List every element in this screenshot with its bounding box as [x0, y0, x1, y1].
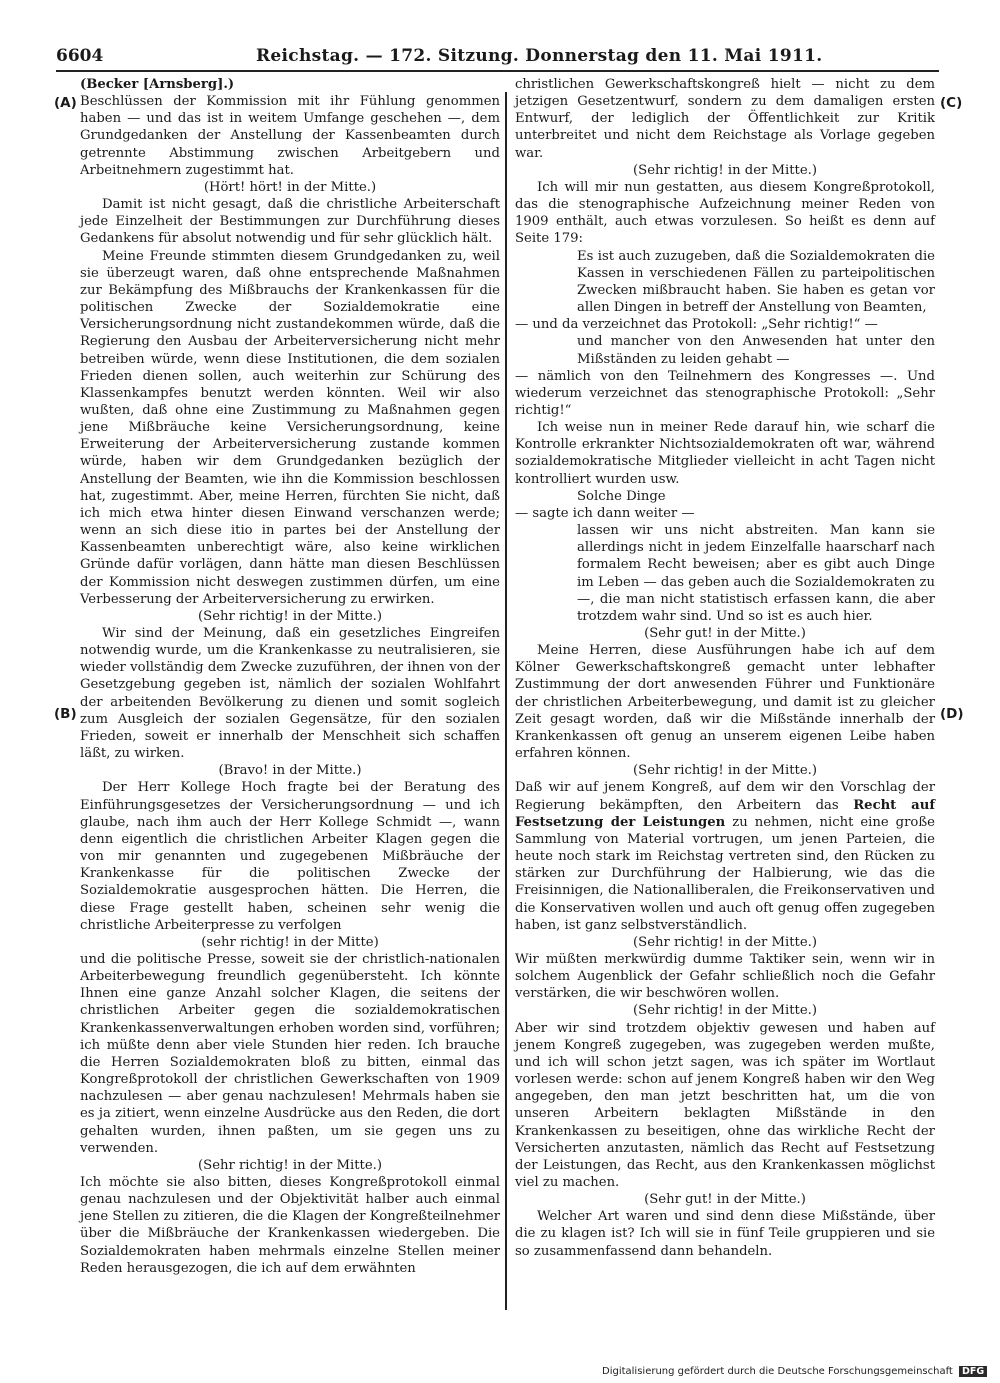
paragraph: Wir müßten merkwürdig dumme Taktiker sein, wenn wir in solchem Augenblick der Gefahr schließlich noch die Gefahr verstärken, die wir beschwören wollen. [515, 951, 935, 1002]
header-rule [56, 70, 939, 72]
page-number: 6604 [56, 46, 104, 66]
paragraph: — sagte ich dann weiter — [515, 505, 695, 521]
quotation: lassen wir uns nicht abstreiten. Man kann sie allerdings nicht in jedem Einzelfalle haarscharf nach formalem Recht beweisen; aber es gibt auch Dinge im Leben — das geben auch die Sozialdemokraten zu —, die man nicht statistisch erfassen kann, die aber trotzdem wahr sind. Und so ist es auch hier. [577, 523, 935, 624]
paragraph: und die politische Presse, soweit sie der christlich-nationalen Arbeiterbewegung freundlich gegenübersteht. Ich könnte Ihnen eine ganze Anzahl solcher Klagen, die seitens der christlichen Arbeiter gegen die sozialdemokratischen Krankenkassenverwaltungen erhoben worden sind, vorführen; ich müßte denn aber viele Stunden hier reden. Ich brauche die Herren Sozialdemokraten bloß zu bitten, einmal das Kongreßprotokoll der christlichen Gewerkschaften von 1909 nachzulesen — aber genau nachzulesen! Mehrmals haben sie es ja zitiert, wenn einzelne Ausdrücke aus den Reden, die dort gehalten wurden, ihnen paßten, um sie gegen uns zu verwenden. [80, 951, 500, 1156]
margin-mark-d: (D) [940, 706, 964, 722]
dfg-logo: DFG [959, 1366, 987, 1377]
interjection: (Hört! hört! in der Mitte.) [203, 179, 377, 195]
interjection: (Sehr gut! in der Mitte.) [644, 1192, 806, 1208]
interjection: (sehr richtig! in der Mitte) [201, 934, 379, 950]
paragraph-with-emphasis [515, 779, 935, 933]
interjection: (Bravo! in der Mitte.) [218, 763, 362, 779]
running-title: Reichstag. — 172. Sitzung. Donnerstag den 11. Mai 1911. [256, 46, 823, 66]
quotation: Solche Dinge [577, 488, 666, 504]
text-run: Daß wir auf jenem Kongreß, auf dem wir den Vorschlag der Regierung bekämpften, den Arbeitern das [515, 780, 935, 813]
text-run: zu nehmen, nicht eine große Sammlung von Material vortrugen, um jenen Parteien, die heute noch stark im Reichstag vertreten sind, den Rücken zu stärken zur Durchführung der Halbierung, wie das die Freisinnigen, die Nationalliberalen, die Freikonservativen und die Konservativen wollen und auch oft genug offen zugegeben haben, ist ganz selbstverständlich. [515, 814, 935, 933]
margin-mark-c: (C) [940, 95, 963, 111]
footer-text: Digitalisierung gefördert durch die Deutsche Forschungsgemeinschaft [602, 1366, 953, 1377]
paragraph: Wir sind der Meinung, daß ein gesetzliches Eingreifen notwendig wurde, um die Krankenkasse zu neutralisieren, sie wieder vollständig dem Zwecke zuzuführen, der ihnen von der Gesetzgebung gegeben ist, nämlich der sozialen Wohlfahrt der arbeitenden Bevölkerung zu dienen und somit sogleich zum Ausgleich der sozialen Gegensätze, für den sozialen Frieden, soweit er innerhalb der Menschheit sich schaffen läßt, zu wirken. [80, 626, 500, 762]
interjection: (Sehr gut! in der Mitte.) [644, 626, 806, 641]
paragraph: Beschlüssen der Kommission mit ihr Fühlung genommen haben — und das ist in weitem Umfange geschehen —, dem Grundgedanken der Anstellung der Kassenbeamten durch getrennte Abstimmung zwischen Arbeitgebern und Arbeitnehmern zugestimmt hat. [80, 94, 500, 178]
paragraph: Ich will mir nun gestatten, aus diesem Kongreßprotokoll, das die stenographische Aufzeichnung meiner Reden von 1909 enthält, auch etwas vorzulesen. So heißt es denn auf Seite 179: [515, 179, 935, 247]
speaker-name: (Becker [Arnsberg].) [80, 77, 235, 92]
paragraph: christlichen Gewerkschaftskongreß hielt — nicht zu dem jetzigen Gesetzentwurf, sondern zu dem damaligen ersten Entwurf, der lediglich der Öffentlichkeit zur Kritik unterbreitet und nicht dem Reichstage als Vorlage gegeben war. [515, 77, 935, 161]
paragraph: Aber wir sind trotzdem objektiv gewesen und haben auf jenem Kongreß zugegeben, was zugegeben werden mußte, und ich will schon jetzt sagen, was ich später im Wortlaut vorlesen werde: schon auf jenem Kongreß haben wir den Weg angegeben, den man jetzt beschritten hat, um die von unseren Arbeitern beklagten Mißstände in den Krankenkassen zu beseitigen, ohne das wirkliche Recht der Versicherten anzutasten, nämlich das Recht auf Festsetzung der Leistungen, das Recht, aus den Krankenkassen möglichst viel zu machen. [515, 1020, 935, 1190]
paragraph: Ich weise nun in meiner Rede darauf hin, wie scharf die Kontrolle erkrankter Nichtsozialdemokraten oft war, während sozialdemokratische Mitglieder vielleicht in acht Tagen nicht kontrolliert wurden usw. [515, 420, 935, 487]
interjection: (Sehr richtig! in der Mitte.) [633, 1003, 817, 1019]
paragraph: Meine Freunde stimmten diesem Grundgedanken zu, weil sie überzeugt waren, daß ohne entsprechende Maßnahmen zur Bekämpfung des Mißbrauchs der Krankenkassen für die politischen Zwecke der Sozialdemokratie eine Versicherungsordnung nicht zustandekommen würde, daß die Regierung den Ausbau der Arbeiterversicherung nicht mehr betreiben würde, wenn diese Institutionen, die dem sozialen Frieden dienen sollen, auch weiterhin zur Schürung des Klassenkampfes benutzt werden könnten. Weil wir also wußten, daß ohne eine Zustimmung zu Maßnahmen gegen jene Mißbräuche keine Versicherungsordnung, keine Erweiterung der Arbeiterversicherung zustande kommen würde, haben wir dem Grundgedanken bezüglich der Anstellung der Beamten, wie ihn die Kommission beschlossen hat, zugestimmt. Aber, meine Herren, fürchten Sie nicht, daß ich mich etwa hinter diesen Einwand verschanzen werde; wenn an sich diese itio in partes bei der Anstellung der Kassenbeamten unberechtigt wäre, also keine wirklichen Gründe dafür vorlägen, dann hätte man diesen Beschlüssen der Kommission nicht deswegen zustimmen dürfen, um eine Verbesserung der Arbeiterversicherung zu erwirken. [80, 248, 500, 607]
page-header [56, 44, 936, 70]
paragraph: Ich möchte sie also bitten, dieses Kongreßprotokoll einmal genau nachzulesen und der Objektivität halber auch einmal jene Stellen zu zitieren, die die Klagen der Kongreßteilnehmer über die Mißbräuche der Krankenkassen wiedergeben. Die Sozialdemokraten haben mehrmals einzelne Stellen meiner Reden herausgezogen, die ich auf dem erwähnten [80, 1175, 500, 1276]
margin-mark-b: (B) [54, 706, 77, 722]
quotation: Es ist auch zuzugeben, daß die Sozialdemokraten die Kassen in verschiedenen Fällen zu parteipolitischen Zwecken mißbraucht haben. Sie haben es getan vor allen Dingen in betreff der Anstellung von Beamten, [577, 248, 935, 316]
paragraph: — und da verzeichnet das Protokoll: „Sehr richtig!“ — [515, 317, 878, 333]
emphasis-run: Recht auf Festsetzung der Leistungen [515, 797, 935, 830]
paragraph: Welcher Art waren und sind denn diese Mißstände, über die zu klagen ist? Ich will sie in fünf Teile gruppieren und sie so zusammenfassend dann behandeln. [515, 1209, 935, 1259]
paragraph: Der Herr Kollege Hoch fragte bei der Beratung des Einführungsgesetzes der Versicherungsordnung — und ich glaube, nach ihm auch der Herr Kollege Schmidt —, wann denn eigentlich die christlichen Arbeiter Klagen gegen die von mir genannten und zugegebenen Mißbräuche der Krankenkasse für die politischen Zwecke der Sozialdemokratie ausgesprochen hätten. Die Herren, die diese Frage gestellt haben, scheinen sehr wenig die christliche Arbeiterpresse zu verfolgen [80, 780, 500, 933]
right-column [515, 76, 935, 1260]
left-column [80, 76, 500, 1277]
interjection: (Sehr richtig! in der Mitte.) [198, 1157, 382, 1173]
interjection: (Sehr richtig! in der Mitte.) [633, 763, 817, 779]
column-rule [505, 92, 507, 1310]
margin-mark-a: (A) [54, 95, 77, 111]
interjection: (Sehr richtig! in der Mitte.) [633, 162, 817, 178]
paragraph: — nämlich von den Teilnehmern des Kongresses —. Und wiederum verzeichnet das stenographische Protokoll: „Sehr richtig!“ [515, 368, 935, 418]
footer-credit [602, 1366, 987, 1377]
interjection: (Sehr richtig! in der Mitte.) [198, 608, 382, 624]
paragraph: Damit ist nicht gesagt, daß die christliche Arbeiterschaft jede Einzelheit der Bestimmungen zur Durchführung dieses Gedankens für absolut notwendig und für sehr glücklich hält. [80, 197, 500, 247]
paragraph: Meine Herren, diese Ausführungen habe ich auf dem Kölner Gewerkschaftskongreß gemacht unter lebhafter Zustimmung der dort anwesenden Führer und Funktionäre der christlichen Arbeiterbewegung, und damit ist zu gleicher Zeit gesagt worden, daß wir die Mißstände innerhalb der Krankenkassen oft genug an unserem eigenen Leibe haben erfahren können. [515, 643, 935, 762]
interjection: (Sehr richtig! in der Mitte.) [633, 934, 817, 950]
quotation: und mancher von den Anwesenden hat unter den Mißständen zu leiden gehabt — [577, 334, 935, 367]
